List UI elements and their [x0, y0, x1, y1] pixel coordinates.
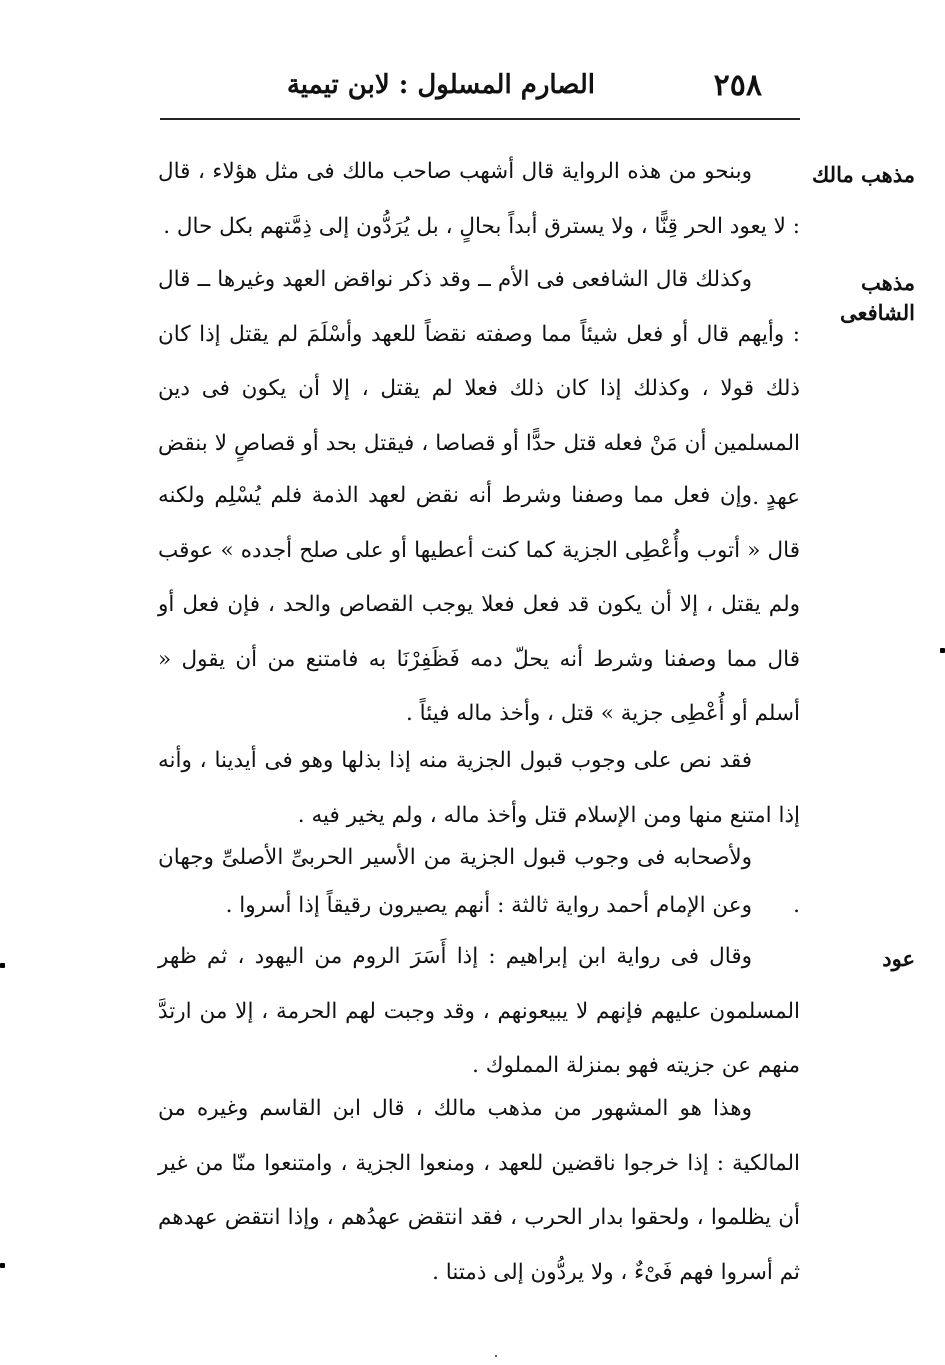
paragraph-maliki-famous [158, 1082, 800, 1300]
scan-edge-mark [0, 1263, 5, 1268]
margin-note-return: عود [882, 946, 915, 971]
paragraph-text: وعن الإمام أحمد رواية ثالثة : أنهم يصيرون رقيقاً إذا أسروا . [225, 893, 752, 918]
scan-edge-mark [0, 963, 5, 968]
paragraph-text: وإن فعل مما وصفنا وشرط أنه نقض لعهد الذمة فلم يُسْلِم ولكنه قال « أتوب وأُعْطِى الجزية كما كنت أعطيها أو على صلح أجدده » عوقب ولم يقتل ، إلا أن يكون قد فعل فعلا يوجب القصاص والحد ، فإن فعل أو قال مما وصفنا وشرط أنه يحلّ دمه فَظَفِرْنَا به فامتنع من أن يقول « أسلم أو أُعْطِى جزية » قتل ، وأخذ ماله فيئاً . [158, 483, 800, 726]
page-number: ٢٥٨ [713, 68, 762, 103]
scan-edge-mark [940, 648, 945, 653]
paragraph-maliki [158, 145, 800, 254]
paragraph-ibn-ibrahim [158, 930, 800, 1094]
paragraph-text: ولأصحابه فى وجوب قبول الجزية من الأسير الحربىِّ الأصلىِّ وجهان . [158, 845, 800, 918]
running-title: الصارم المسلول : لابن تيمية [286, 70, 595, 100]
header-rule [160, 118, 800, 120]
paragraph-third-narration [158, 882, 800, 930]
paragraph-jizya-ruling [158, 734, 800, 843]
scan-speck [495, 1355, 497, 1357]
margin-note-shafii: مذهب الشافعى [839, 270, 915, 325]
paragraph-text: وقال فى رواية ابن إبراهيم : إذا أَسَرَ الروم من اليهود ، ثم ظهر المسلمون عليهم فإنهم لا يبيعونهم ، وقد وجبت لهم الحرمة ، إلا من ارتدَّ منهم عن جزيته فهو بمنزلة المملوك . [158, 944, 800, 1078]
paragraph-text: فقد نص على وجوب قبول الجزية منه إذا بذلها وهو فى أيدينا ، وأنه إذا امتنع منها ومن الإسلام قتل وأخذ ماله ، ولم يخير فيه . [158, 748, 800, 828]
paragraph-text: وبنحو من هذه الرواية قال أشهب صاحب مالك فى مثل هؤلاء ، قال : لا يعود الحر قِنًّا ، ولا يسترق أبداً بحالٍ ، بل يُرَدُّون إلى ذِمَّتهم بكل حال . [158, 159, 800, 239]
margin-note-maliki: مذهب مالك [811, 162, 915, 187]
page-header [160, 62, 800, 118]
paragraph-text: وكذلك قال الشافعى فى الأم ــ وقد ذكر نواقض العهد وغيرها ــ قال : وأيهم قال أو فعل شيئاً مما وصفته نقضاً للعهد وأسْلَمَ لم يقتل إذا كان ذلك قولا ، وكذلك إذا كان ذلك فعلا لم يقتل ، إلا أن يكون فى دين المسلمين أن مَنْ فعله قتل حدًّا أو قصاصا ، فيقتل بحد أو قصاصٍ لا بنقض عهدٍ . [158, 267, 800, 510]
paragraph-condition [158, 469, 800, 742]
paragraph-text: وهذا هو المشهور من مذهب مالك ، قال ابن القاسم وغيره من المالكية : إذا خرجوا ناقضين للعهد ، ومنعوا الجزية ، وامتنعوا منّا من غير أن يظلموا ، ولحقوا بدار الحرب ، فقد انتقض عهدُهم ، وإذا انتقض عهدهم ثم أسروا فهم فَىْءٌ ، ولا يردُّون إلى ذمتنا . [158, 1096, 800, 1285]
